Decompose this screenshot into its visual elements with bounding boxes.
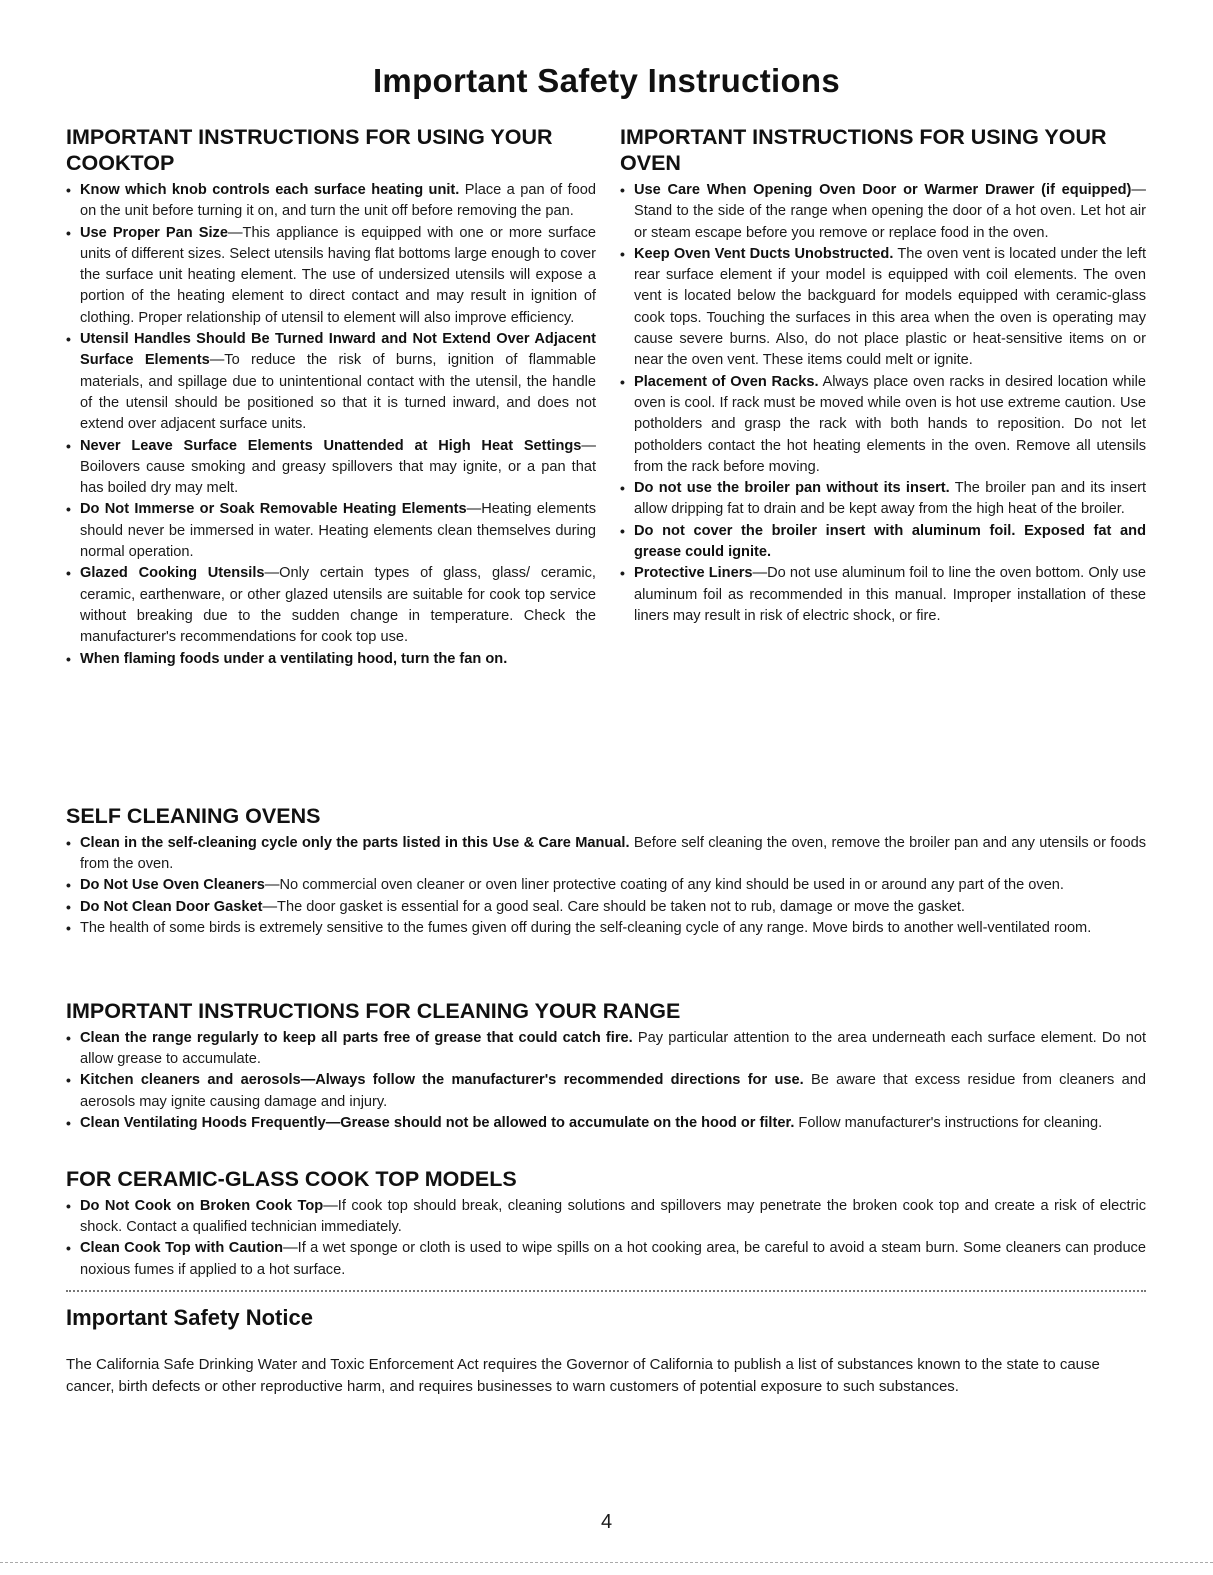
item-text: The broiler pan and its insert allow dripping fat to drain and be kept away from the high heat of the broiler. bbox=[634, 480, 1146, 518]
item-bold-lead: Clean in the self-cleaning cycle only the parts listed in this Use & Care Manual. bbox=[80, 835, 630, 851]
item-text: Pay particular attention to the area underneath each surface element. Do not allow grease to accumulate. bbox=[80, 1030, 1146, 1068]
cooktop-section bbox=[66, 124, 596, 670]
item-text: —Heating elements should never be immersed in water. Heating elements clean themselves during normal operation. bbox=[80, 501, 596, 561]
self-cleaning-heading: SELF CLEANING OVENS bbox=[66, 804, 321, 828]
item-text: The oven vent is located under the left rear surface element if your model is equipped with coil elements. The oven vent is located below the backguard for models equipped with ceramic-glass cook tops. Touching the surfaces in this area when the oven is operating may cause severe burns. Also, do not place plastic or heat-sensitive items on or near the oven vent. These items could melt or ignite. bbox=[634, 245, 1147, 369]
item-text: —If a wet sponge or cloth is used to wipe spills on a hot cooking area, be careful to avoid a steam burn. Some cleaners can produce noxious fumes if applied to a hot surface. bbox=[80, 1240, 1146, 1278]
item-bold-lead: Do Not Immerse or Soak Removable Heating Elements bbox=[80, 501, 467, 518]
list-item bbox=[66, 897, 1146, 918]
item-bold-lead: When flaming foods under a ventilating hood, turn the fan on. bbox=[80, 650, 508, 667]
list-item bbox=[66, 563, 596, 648]
item-text: Be aware that excess residue from cleaners and aerosols may ignite causing damage and injury. bbox=[80, 1072, 1146, 1110]
list-item bbox=[620, 521, 1146, 564]
item-bold-lead: Do Not Cook on Broken Cook Top bbox=[80, 1198, 324, 1214]
list-item bbox=[66, 649, 596, 670]
cleaning-range-heading: IMPORTANT INSTRUCTIONS FOR CLEANING YOUR RANGE bbox=[66, 999, 681, 1023]
cooktop-heading: IMPORTANT INSTRUCTIONS FOR USING YOUR COOKTOP bbox=[66, 125, 553, 175]
item-text: Before self cleaning the oven, remove the broiler pan and any utensils or foods from the oven. bbox=[80, 835, 1147, 873]
ceramic-glass-heading: FOR CERAMIC-GLASS COOK TOP MODELS bbox=[66, 1167, 517, 1191]
list-item bbox=[66, 436, 596, 500]
cleaning-range-section bbox=[66, 998, 1146, 1134]
list-item bbox=[66, 833, 1146, 875]
ceramic-glass-section bbox=[66, 1166, 1146, 1281]
item-bold-lead: Placement of Oven Racks. bbox=[634, 373, 819, 390]
item-bold-lead: Do Not Clean Door Gasket bbox=[80, 898, 263, 915]
item-bold-lead: Never Leave Surface Elements Unattended at High Heat Settings bbox=[80, 437, 582, 454]
list-item bbox=[66, 1070, 1146, 1112]
item-bold-lead: Utensil Handles Should Be Turned Inward and Not Extend Over Adjacent Surface Elements bbox=[80, 331, 596, 369]
item-text: Always place oven racks in desired location while oven is cool. If rack must be moved while oven is hot use extreme caution. Use potholders and grasp the rack with both hands to reposition. Do not let potholders contact the hot heating elements in the oven. Remove all utensils from the rack before moving. bbox=[634, 373, 1146, 475]
item-text: —No commercial oven cleaner or oven liner protective coating of any kind should be used in or around any part of the oven. bbox=[264, 877, 1064, 894]
list-item bbox=[620, 180, 1146, 244]
item-text: Follow manufacturer's instructions for cleaning. bbox=[794, 1114, 1103, 1131]
item-text: —Boilovers cause smoking and greasy spillovers that may ignite, or a pan that has boiled dry may melt. bbox=[80, 437, 596, 497]
item-text: —If cook top should break, cleaning solutions and spillovers may penetrate the broken cook top and create a risk of electric shock. Contact a qualified technician immediately. bbox=[80, 1198, 1146, 1236]
scan-edge-line bbox=[0, 1562, 1213, 1563]
item-bold-lead: Clean the range regularly to keep all parts free of grease that could catch fire. bbox=[80, 1030, 633, 1046]
item-text: The health of some birds is extremely sensitive to the fumes given off during the self-cleaning cycle of any range. Move birds to another well-ventilated room. bbox=[80, 919, 1092, 936]
list-item bbox=[66, 1028, 1146, 1070]
item-bold-lead: Know which knob controls each surface heating unit. bbox=[80, 182, 460, 198]
list-item bbox=[66, 875, 1146, 896]
item-bold-lead: Do not use the broiler pan without its insert. bbox=[634, 480, 950, 497]
list-item bbox=[66, 918, 1146, 939]
oven-section bbox=[620, 124, 1146, 627]
list-item bbox=[620, 372, 1146, 478]
self-cleaning-list bbox=[66, 833, 1146, 939]
item-bold-lead: Glazed Cooking Utensils bbox=[80, 565, 265, 582]
cooktop-list bbox=[66, 180, 596, 670]
list-item bbox=[66, 1196, 1146, 1238]
item-bold-lead: Clean Cook Top with Caution bbox=[80, 1240, 284, 1257]
list-item bbox=[66, 223, 596, 329]
item-bold-lead: Do Not Use Oven Cleaners bbox=[80, 877, 265, 894]
list-item bbox=[66, 499, 596, 563]
list-item bbox=[620, 563, 1146, 627]
notice-body: The California Safe Drinking Water and Toxic Enforcement Act requires the Governor of California to publish a list of substances known to the state to cause cancer, birth defects or other reproductive harm, and requires businesses to warn customers of potential exposure to such substances. bbox=[66, 1356, 1100, 1395]
item-bold-lead: Use Proper Pan Size bbox=[80, 224, 228, 241]
item-bold-lead: Clean Ventilating Hoods Frequently—Grease should not be allowed to accumulate on the hood or filter. bbox=[80, 1114, 795, 1131]
list-item bbox=[66, 180, 596, 223]
oven-heading: IMPORTANT INSTRUCTIONS FOR USING YOUR OVEN bbox=[620, 125, 1107, 175]
item-text: —Stand to the side of the range when opening the door of a hot oven. Let hot air or steam escape before you remove or replace food in the oven. bbox=[634, 182, 1146, 241]
item-bold-lead: Keep Oven Vent Ducts Unobstructed. bbox=[634, 245, 894, 262]
oven-list bbox=[620, 180, 1146, 627]
item-text: —To reduce the risk of burns, ignition of flammable materials, and spillage due to unintentional contact with the utensil, the handle of the utensil should be positioned so that it is turned inward, and does not extend over adjacent surface units. bbox=[80, 352, 596, 433]
item-text: —Do not use aluminum foil to line the oven bottom. Only use aluminum foil as recommended in this manual. Improper installation of these liners may result in risk of electric shock, or fire. bbox=[634, 565, 1146, 624]
list-item bbox=[620, 244, 1146, 372]
section-divider bbox=[66, 1290, 1146, 1292]
list-item bbox=[620, 478, 1146, 521]
item-bold-lead: Kitchen cleaners and aerosols—Always follow the manufacturer's recommended directions for use. bbox=[80, 1072, 804, 1089]
item-bold-lead: Use Care When Opening Oven Door or Warmer Drawer (if equipped) bbox=[634, 182, 1132, 198]
item-text: —The door gasket is essential for a good seal. Care should be taken not to rub, damage or move the gasket. bbox=[262, 898, 965, 915]
item-bold-lead: Protective Liners bbox=[634, 565, 753, 582]
list-item bbox=[66, 1238, 1146, 1280]
self-cleaning-section bbox=[66, 803, 1146, 939]
list-item bbox=[66, 1113, 1146, 1134]
cleaning-range-list bbox=[66, 1028, 1146, 1134]
item-text: —This appliance is equipped with one or more surface units of different sizes. Select utensils having flat bottoms large enough to cover the surface unit heating element. The use of undersized utensils will expose a portion of the heating element to direct contact and may result in ignition of clothing. Proper relationship of utensil to element will also improve efficiency. bbox=[80, 224, 596, 326]
item-bold-lead: Do not cover the broiler insert with aluminum foil. Exposed fat and grease could ignite. bbox=[634, 522, 1146, 561]
item-text: Place a pan of food on the unit before turning it on, and turn the unit off before removing the pan. bbox=[80, 182, 596, 220]
item-text: —Only certain types of glass, glass/ ceramic, ceramic, earthenware, or other glazed utensils are suitable for cook top service without breaking due to the sudden change in temperature. Check the manufacturer's recommendations for cook top use. bbox=[80, 565, 596, 646]
page-number: 4 bbox=[600, 1511, 613, 1533]
notice-title: Important Safety Notice bbox=[66, 1305, 313, 1330]
list-item bbox=[66, 329, 596, 435]
ceramic-glass-list bbox=[66, 1196, 1146, 1281]
page-title: Important Safety Instructions bbox=[372, 62, 841, 99]
